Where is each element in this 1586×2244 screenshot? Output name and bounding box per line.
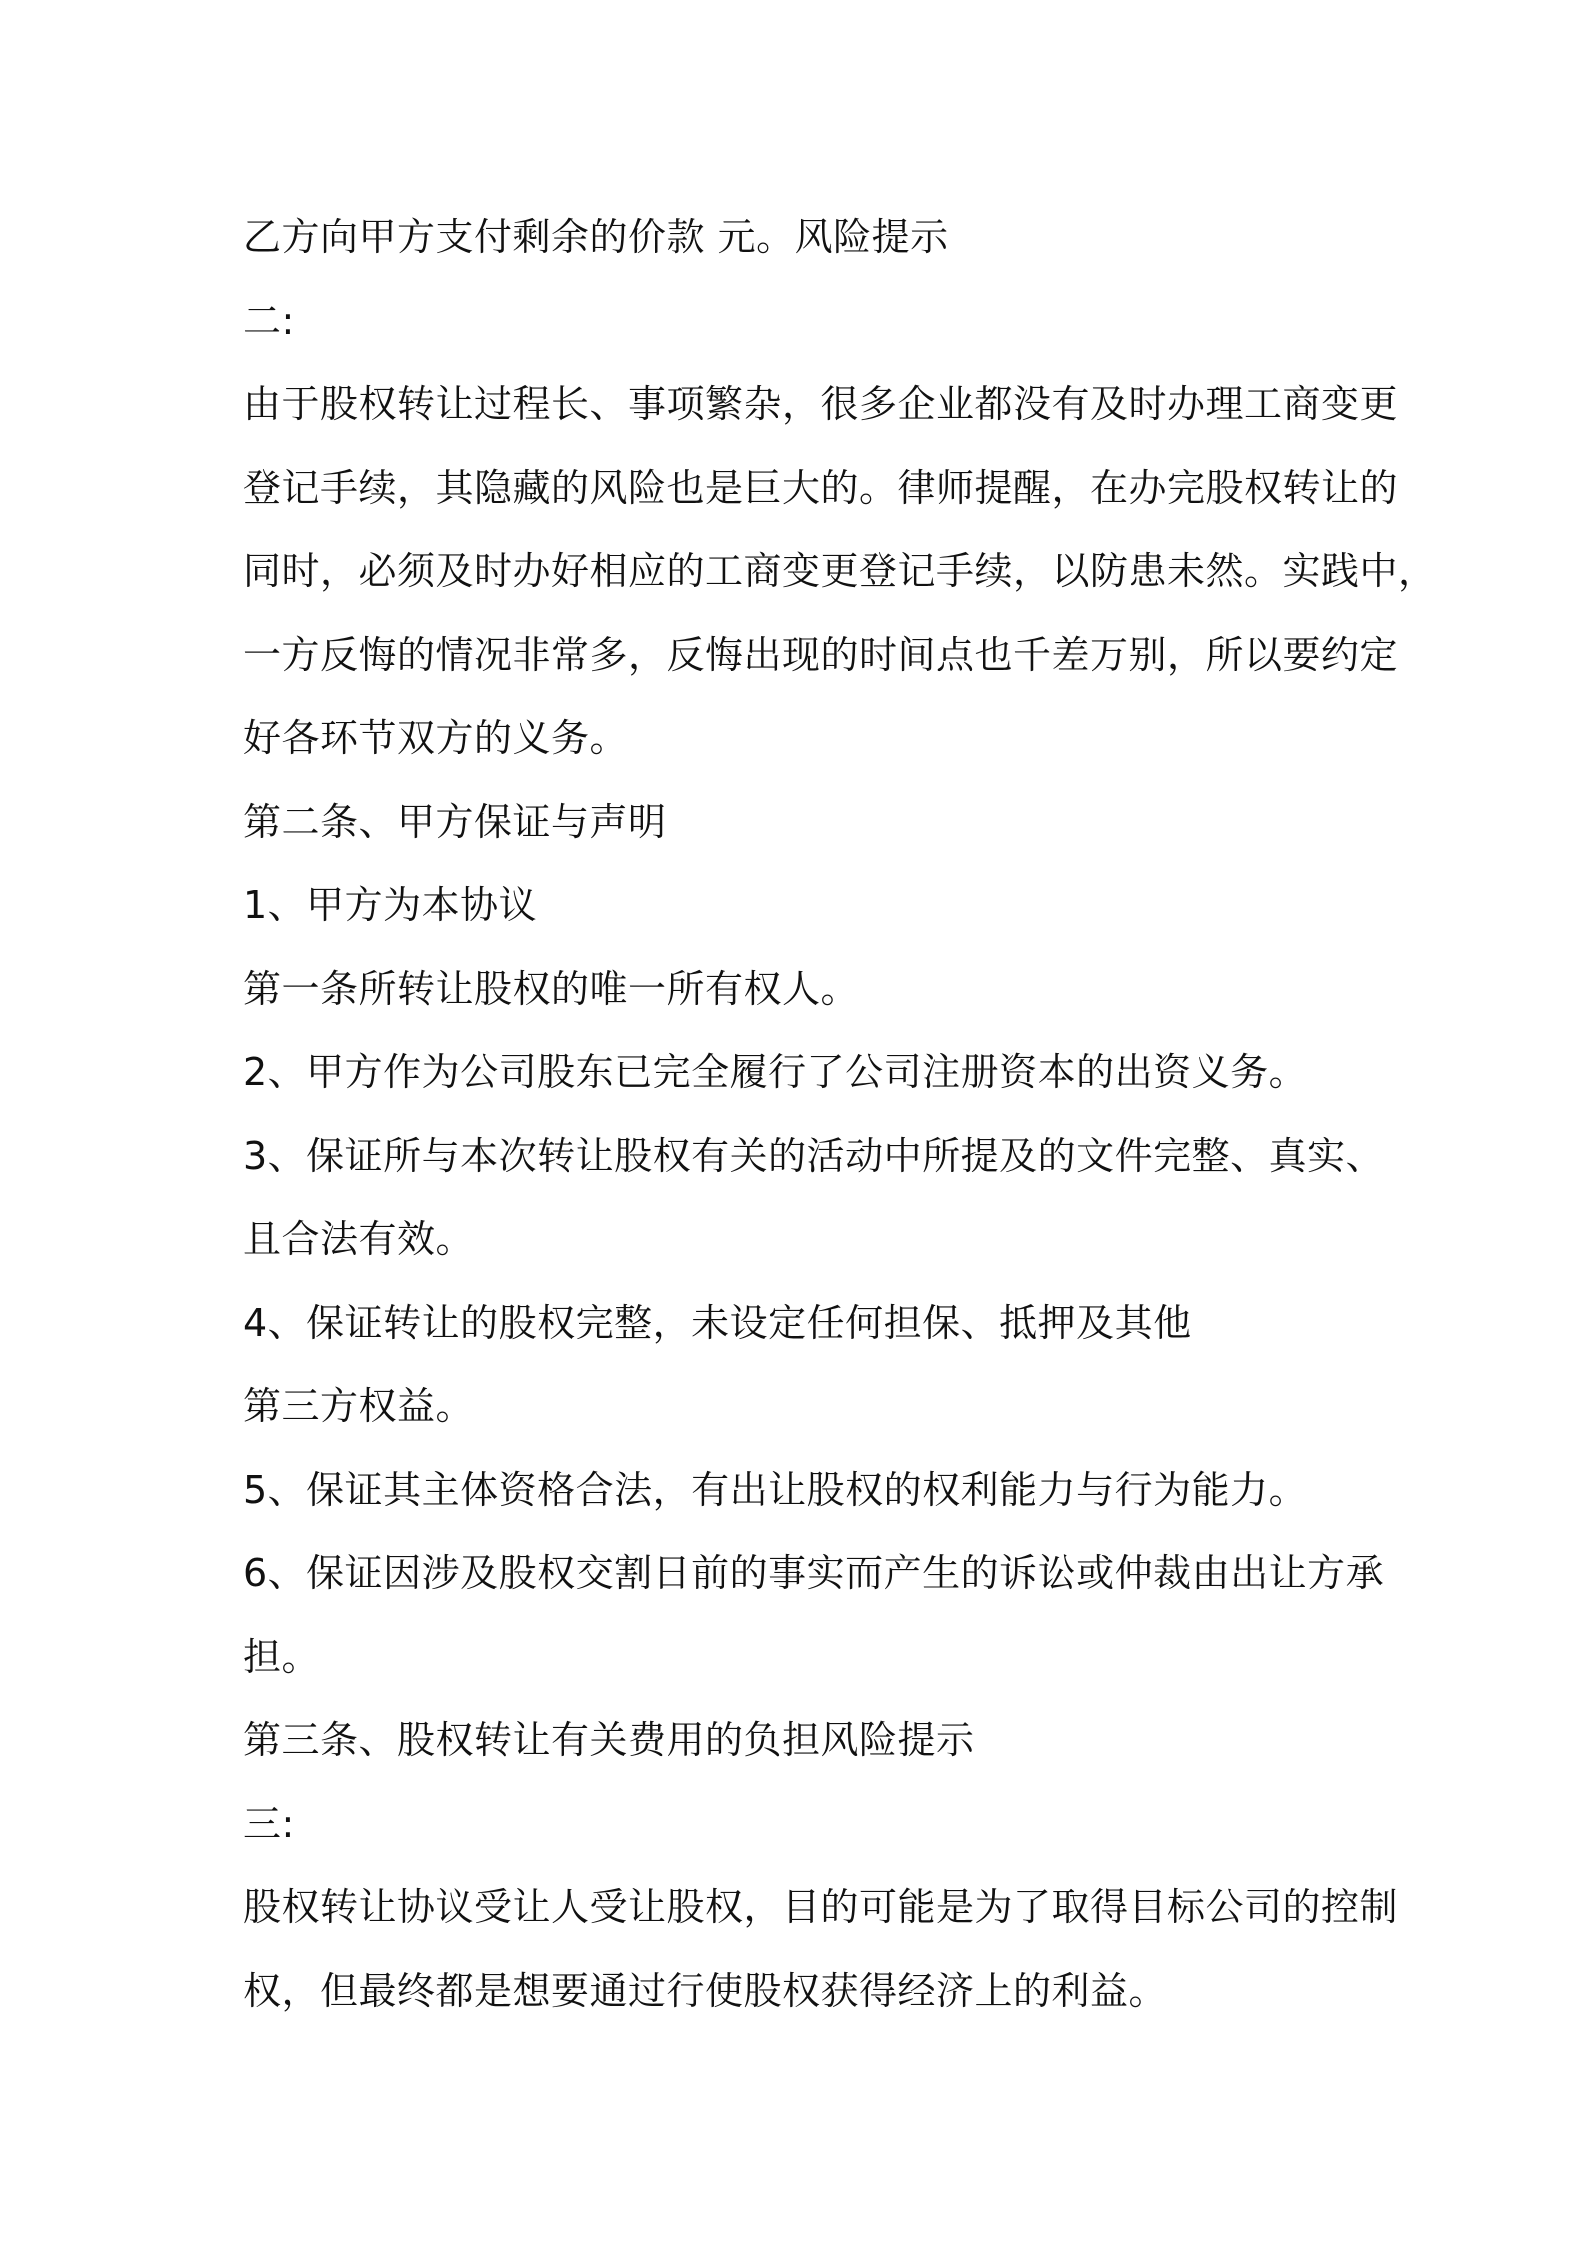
text-line: 权，但最终都是想要通过行使股权获得经济上的利益。 <box>243 1968 1168 2013</box>
document-body <box>243 196 1437 2033</box>
text-line: 好各环节双方的义务。 <box>243 716 629 760</box>
text-line: 乙方向甲方支付剩余的价款 元。风险提示 <box>243 215 949 259</box>
text-line: 第三方权益。 <box>243 1384 475 1428</box>
text-line: 第一条所转让股权的唯一所有权人。 <box>243 966 860 1011</box>
text-line: 股权转让协议受让人受让股权，目的可能是为了取得目标公司的控制 <box>243 1885 1399 1929</box>
text-line: 同时，必须及时办好相应的工商变更登记手续，以防患未然。实践中， <box>243 549 1437 593</box>
text-line: 登记手续，其隐藏的风险也是巨大的。律师提醒，在办完股权转让的 <box>243 465 1399 510</box>
text-line: 由于股权转让过程长、事项繁杂，很多企业都没有及时办理工商变更 <box>243 382 1399 426</box>
list-item: 4、保证转让的股权完整，未设定任何担保、抵押及其他 <box>243 1300 1192 1345</box>
list-item: 1、甲方为本协议 <box>243 883 538 927</box>
text-line: 一方反悔的情况非常多，反悔出现的时间点也千差万别，所以要约定 <box>243 632 1399 677</box>
list-item: 5、保证其主体资格合法，有出让股权的权利能力与行为能力。 <box>243 1467 1308 1512</box>
text-line: 且合法有效。 <box>243 1217 475 1261</box>
list-item: 3、保证所与本次转让股权有关的活动中所提及的文件完整、真实、 <box>243 1133 1385 1178</box>
article-heading: 第二条、甲方保证与声明 <box>243 799 667 844</box>
list-item: 2、甲方作为公司股东已完全履行了公司注册资本的出资义务。 <box>243 1050 1308 1094</box>
section-heading: 二: <box>243 298 295 343</box>
list-item: 6、保证因涉及股权交割日前的事实而产生的诉讼或仲裁由出让方承 <box>243 1551 1385 1595</box>
text-line: 担。 <box>243 1634 321 1679</box>
article-heading: 第三条、股权转让有关费用的负担风险提示 <box>243 1718 975 1762</box>
section-heading: 三: <box>243 1801 295 1846</box>
